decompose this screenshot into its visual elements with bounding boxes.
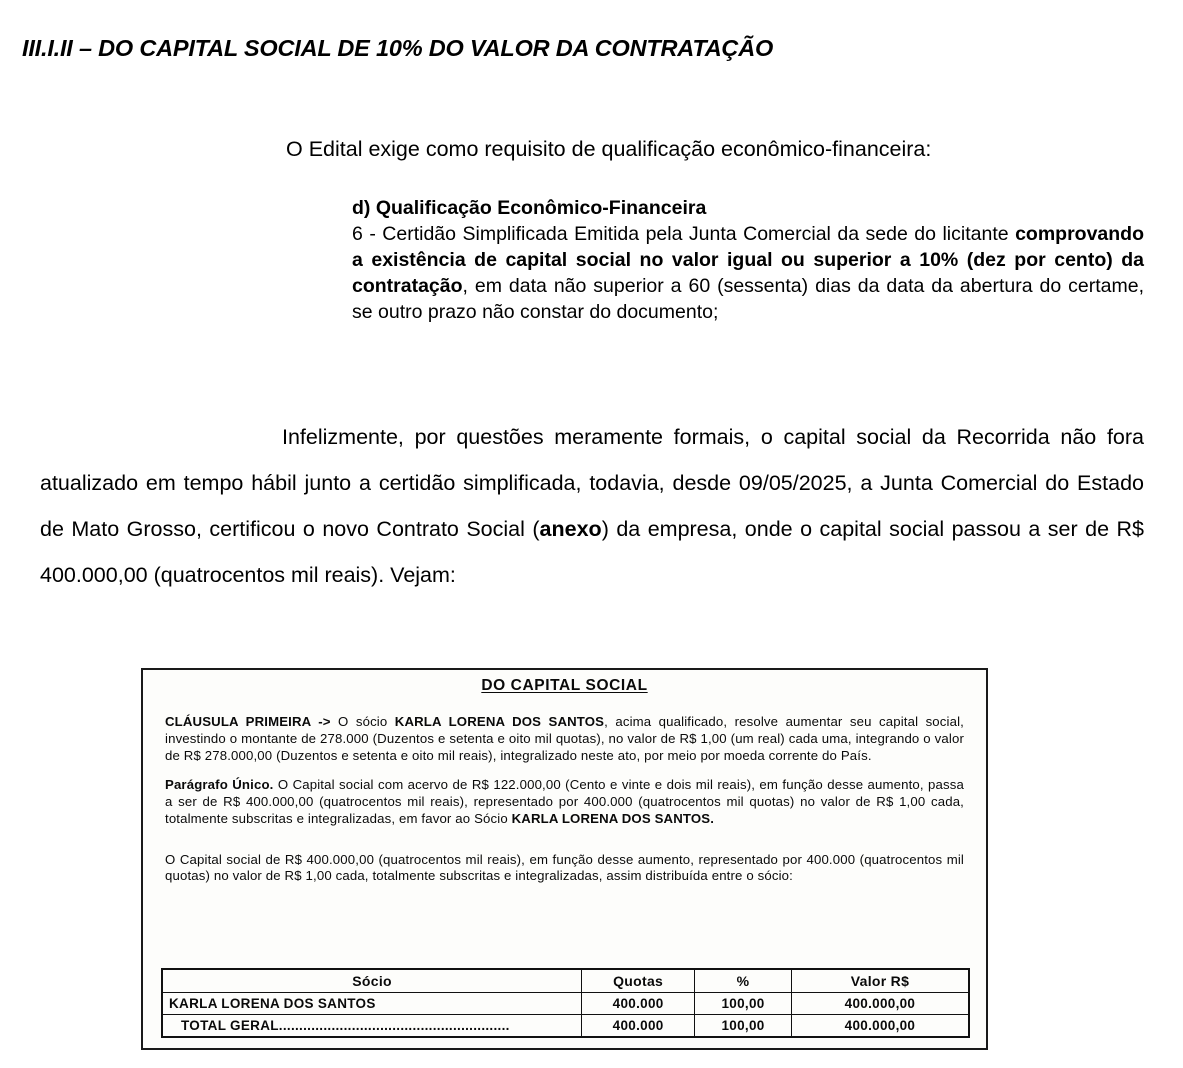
capital-distribution-table [161, 968, 970, 1038]
cell-socio-total: TOTAL GERAL......................................................... [162, 1015, 582, 1038]
cell-percent: 100,00 [695, 993, 792, 1015]
cell-quotas: 400.000 [582, 993, 695, 1015]
scan-paragraph-capital-social: O Capital social de R$ 400.000,00 (quatrocentos mil reais), em função desse aumento, representado por 400.000 (quatrocentos mil quotas) no valor de R$ 1,00 cada, totalmente subscritas e integralizadas, assim distribuída entre o sócio: [165, 851, 964, 884]
cell-valor-total: 400.000,00 [791, 1015, 969, 1038]
body-part-2: ) da empresa, onde o capital social passou a ser de R$ 400.000,00 (quatrocentos mil reais). Vejam: [40, 516, 1145, 588]
quote-text-plain-lead: 6 - Certidão Simplificada Emitida pela Junta Comercial da sede do licitante [352, 222, 1016, 245]
table-row [162, 1015, 969, 1038]
body-bold-anexo: anexo [539, 516, 602, 541]
scanned-contract-image [141, 668, 988, 1050]
section-heading: III.I.II – DO CAPITAL SOCIAL DE 10% DO VALOR DA CONTRATAÇÃO [22, 34, 774, 61]
scan-paragraph-clausula-primeira [165, 714, 964, 764]
body-part-1: Infelizmente, por questões meramente formais, o capital social da Recorrida não fora atualizado em tempo hábil junto a certidão simplificada, todavia, desde 09/05/2025, a Junta Comercial do Estado de Mato Grosso, certificou o novo Contrato Social ( [40, 424, 1144, 541]
table-header-quotas: Quotas [582, 969, 695, 993]
cell-valor: 400.000,00 [791, 993, 969, 1015]
cell-quotas-total: 400.000 [582, 1015, 695, 1038]
scan-p1-text-a: O sócio [338, 714, 395, 729]
scan-p2-lead: Parágrafo Único. [165, 777, 278, 793]
edital-quote-block [352, 196, 1144, 326]
quote-title: d) Qualificação Econômico-Financeira [352, 197, 707, 219]
body-paragraph [40, 414, 1144, 599]
scan-paragraph-paragrafo-unico [165, 777, 964, 827]
table-header-percent: % [695, 969, 792, 993]
table-header-valor: Valor R$ [791, 969, 969, 993]
scan-p2-name: KARLA LORENA DOS SANTOS. [511, 810, 715, 826]
quote-text-bold: comprovando a existência de capital social no valor igual ou superior a 10% (dez por cento) da contratação [352, 222, 1144, 297]
cell-socio: KARLA LORENA DOS SANTOS [162, 993, 582, 1015]
scan-title: DO CAPITAL SOCIAL [481, 677, 648, 694]
table-header-row [162, 969, 969, 993]
scan-p1-lead: CLÁUSULA PRIMEIRA -> [165, 714, 339, 729]
scan-p1-name: KARLA LORENA DOS SANTOS [394, 714, 605, 729]
cell-percent-total: 100,00 [695, 1015, 792, 1038]
quote-text-tail: , em data não superior a 60 (sessenta) dias da data da abertura do certame, se outro prazo não constar do documento; [352, 274, 1144, 323]
scan-p1-text-b: , acima qualificado, resolve aumentar seu capital social, investindo o montante de 278.000 (Duzentos e setenta e oito mil quotas), no valor de R$ 1,00 (um real) cada uma, integrando o valor de R$ 278.000,00 (Duzentos e setenta e oito mil reais), integralizado neste ato, por meio por moeda corrente do País. [165, 714, 964, 763]
intro-paragraph: O Edital exige como requisito de qualificação econômico-financeira: [286, 136, 932, 161]
scan-p2-text-a: O Capital social com acervo de R$ 122.000,00 (Cento e vinte e dois mil reais), em função desse aumento, passa a ser de R$ 400.000,00 (quatrocentos mil reais), representado por 400.000 (quatrocentos mil quotas) no valor de R$ 1,00 cada, totalmente subscritas e integralizadas, em favor ao Sócio [165, 777, 964, 826]
table-header-socio: Sócio [162, 969, 582, 993]
table-row [162, 993, 969, 1015]
